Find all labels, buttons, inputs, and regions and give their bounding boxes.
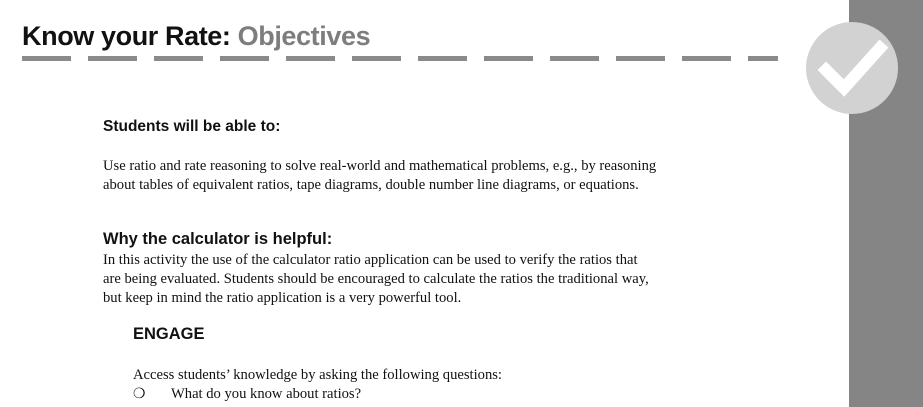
page-title — [22, 20, 370, 52]
calculator-heading: Why the calculator is helpful: — [103, 230, 333, 248]
engage-intro-line: Access students’ knowledge by asking the following questions: — [133, 367, 502, 383]
calculator-text — [103, 251, 649, 308]
check-badge — [806, 22, 898, 114]
question-text: What do you know about ratios? — [171, 386, 362, 402]
objectives-line: about tables of equivalent ratios, tape diagrams, double number line diagrams, or equations. — [103, 177, 639, 193]
engage-intro — [133, 366, 502, 385]
checkmark-icon — [806, 22, 898, 114]
calculator-line: In this activity the use of the calculator ratio application can be used to verify the ratios that — [103, 252, 638, 268]
objectives-line: Use ratio and rate reasoning to solve real-world and mathematical problems, e.g., by reasoning — [103, 158, 657, 174]
title-main: Know your Rate: — [22, 21, 238, 51]
objectives-heading: Students will be able to: — [103, 118, 281, 135]
objectives-text — [103, 157, 656, 195]
calculator-line: but keep in mind the ratio application is a very powerful tool. — [103, 290, 462, 306]
title-sub: Objectives — [237, 21, 371, 51]
engage-heading: ENGAGE — [133, 325, 205, 343]
circle-bullet-icon: ❍ — [133, 386, 146, 402]
calculator-line: are being evaluated. Students should be encouraged to calculate the ratios the traditional way, — [103, 271, 649, 287]
dashed-divider — [22, 56, 778, 61]
